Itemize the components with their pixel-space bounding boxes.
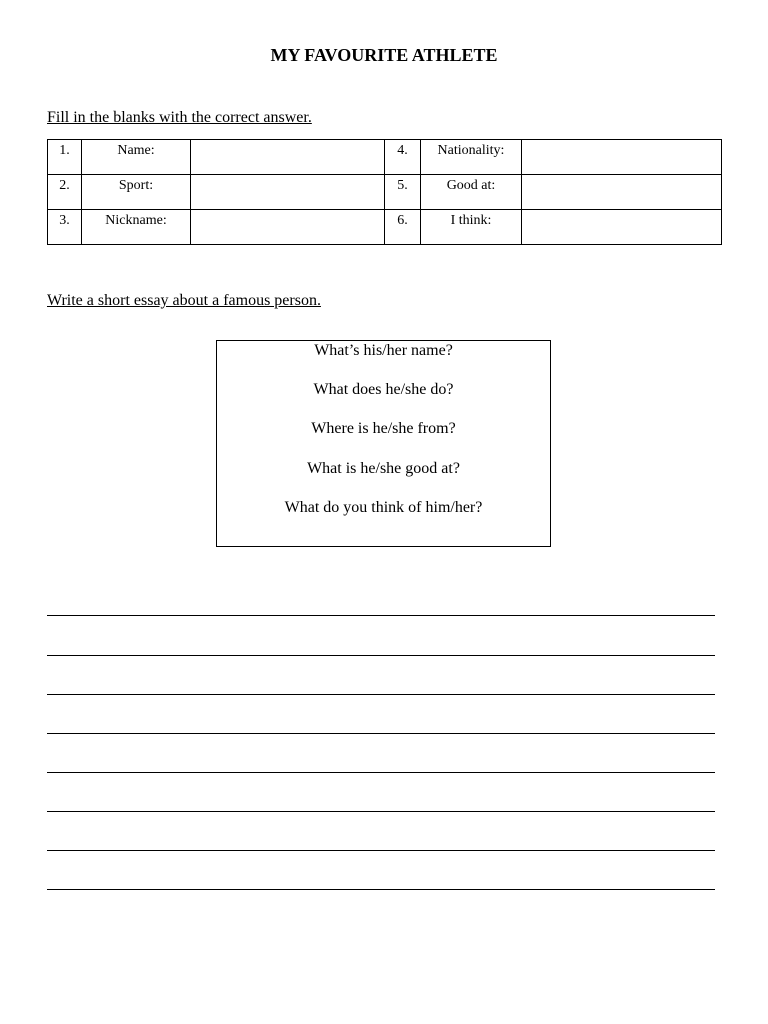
- field-label-good-at: Good at:: [421, 175, 522, 210]
- field-label-nationality: Nationality:: [421, 140, 522, 175]
- answer-blank-good-at[interactable]: [522, 175, 722, 210]
- answer-blank-i-think[interactable]: [522, 210, 722, 245]
- writing-line[interactable]: [47, 615, 715, 616]
- row-number: 2.: [48, 175, 82, 210]
- field-label-sport: Sport:: [82, 175, 191, 210]
- row-number: 6.: [385, 210, 421, 245]
- answer-blank-name[interactable]: [191, 140, 385, 175]
- essay-instruction: Write a short essay about a famous person.: [47, 292, 321, 309]
- row-number: 5.: [385, 175, 421, 210]
- writing-line[interactable]: [47, 811, 715, 812]
- row-number: 3.: [48, 210, 82, 245]
- guide-question: What do you think of him/her?: [284, 499, 483, 516]
- writing-line[interactable]: [47, 850, 715, 851]
- writing-line[interactable]: [47, 655, 715, 656]
- row-number: 1.: [48, 140, 82, 175]
- writing-line[interactable]: [47, 772, 715, 773]
- table-row: [48, 210, 722, 245]
- field-label-nickname: Nickname:: [82, 210, 191, 245]
- guide-question: What does he/she do?: [313, 381, 454, 398]
- page-title: MY FAVOURITE ATHLETE: [270, 45, 498, 65]
- answer-blank-nationality[interactable]: [522, 140, 722, 175]
- answer-blank-nickname[interactable]: [191, 210, 385, 245]
- answer-blank-sport[interactable]: [191, 175, 385, 210]
- table-row: [48, 175, 722, 210]
- table-row: [48, 140, 722, 175]
- guide-questions-box: [216, 340, 551, 547]
- guide-question: What’s his/her name?: [314, 342, 453, 359]
- field-label-name: Name:: [82, 140, 191, 175]
- writing-line[interactable]: [47, 889, 715, 890]
- guide-question: What is he/she good at?: [307, 460, 460, 477]
- writing-line[interactable]: [47, 694, 715, 695]
- row-number: 4.: [385, 140, 421, 175]
- guide-question: Where is he/she from?: [311, 420, 456, 437]
- fill-blanks-instruction: Fill in the blanks with the correct answer.: [47, 109, 312, 126]
- writing-line[interactable]: [47, 733, 715, 734]
- field-label-i-think: I think:: [421, 210, 522, 245]
- athlete-info-table: [47, 139, 722, 245]
